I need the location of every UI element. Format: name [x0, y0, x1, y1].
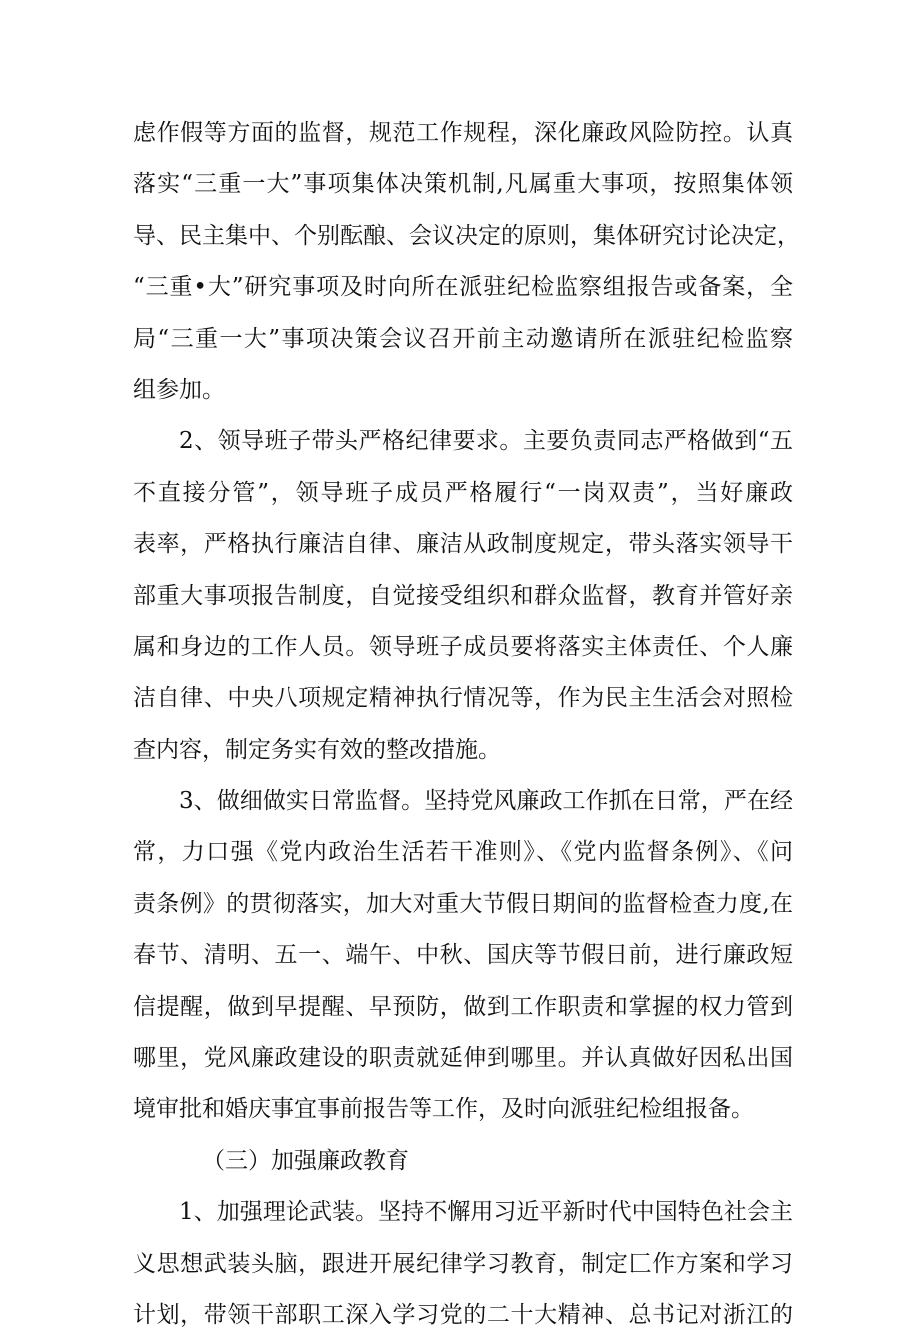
document-body [133, 108, 800, 1341]
paragraph-start-line: 1、加强理论武装。坚持不懈用习近平新时代中国特色社会主 [179, 1199, 793, 1226]
text-line: 局“三重一大”事项决策会议召开前主动邀请所在派驻纪检监察 [133, 325, 793, 352]
text-line: 洁自律、中央八项规定精神执行情况等，作为民主生活会对照检 [133, 685, 793, 712]
paragraph-start-line: 3、做细做实日常监督。坚持党风廉政工作抓在日常，严在经 [179, 788, 793, 815]
text-line: 计划，带领干部职工深入学习党的二十大精神、总书记对浙江的 [133, 1301, 793, 1328]
paragraph-start-line: 2、领导班子带头严格纪律要求。主要负责同志严格做到“五 [179, 428, 793, 455]
text-line: 表率，严格执行廉洁自律、廉洁从政制度规定，带头落实领导干 [133, 531, 793, 558]
text-line: “三重•大”研究事项及时向所在派驻纪检监察组报告或备案，全 [133, 274, 793, 301]
text-line: 属和身边的工作人员。领导班子成员要将落实主体责任、个人廉 [133, 633, 793, 660]
text-line: 组参加。 [133, 376, 225, 403]
text-line: 虑作假等方面的监督，规范工作规程，深化廉政风险防控。认真 [133, 120, 793, 146]
text-line: 信提醒，做到早提醒、早预防，做到工作职责和掌握的权力管到 [133, 993, 793, 1020]
text-line: 境审批和婚庆事宜事前报告等工作，及时向派驻纪检组报备。 [133, 1096, 754, 1123]
text-line: 落实“三重一大”事项集体决策机制,凡属重大事项，按照集体领 [133, 171, 793, 198]
text-line: 春节、清明、五一、端午、中秋、国庆等节假日前，进行廉政短 [133, 942, 793, 969]
text-line: 不直接分管”，领导班子成员严格履行“一岗双责”，当好廉政 [133, 479, 793, 506]
text-line: 责条例》的贯彻落实，加大对重大节假日期间的监督检查力度,在 [133, 890, 793, 917]
text-line: 查内容，制定务实有效的整改措施。 [133, 736, 501, 763]
text-line: 导、民主集中、个别酝酿、会议决定的原则，集体研究讨论决定， [133, 222, 800, 249]
text-line: 哪里，党风廉政建设的职责就延伸到哪里。并认真做好因私出国 [133, 1045, 793, 1072]
text-line: 义思想武装头脑，跟进开展纪律学习教育，制定匚作方案和学习 [133, 1250, 793, 1277]
text-line: 常，力口强《党内政治生活若干准则》、《党内监督条例》、《问 [133, 839, 793, 866]
text-line: 部重大事项报告制度，自觉接受组织和群众监督，教育并管好亲 [133, 582, 793, 609]
section-heading: （三）加强廉政教育 [202, 1147, 409, 1174]
